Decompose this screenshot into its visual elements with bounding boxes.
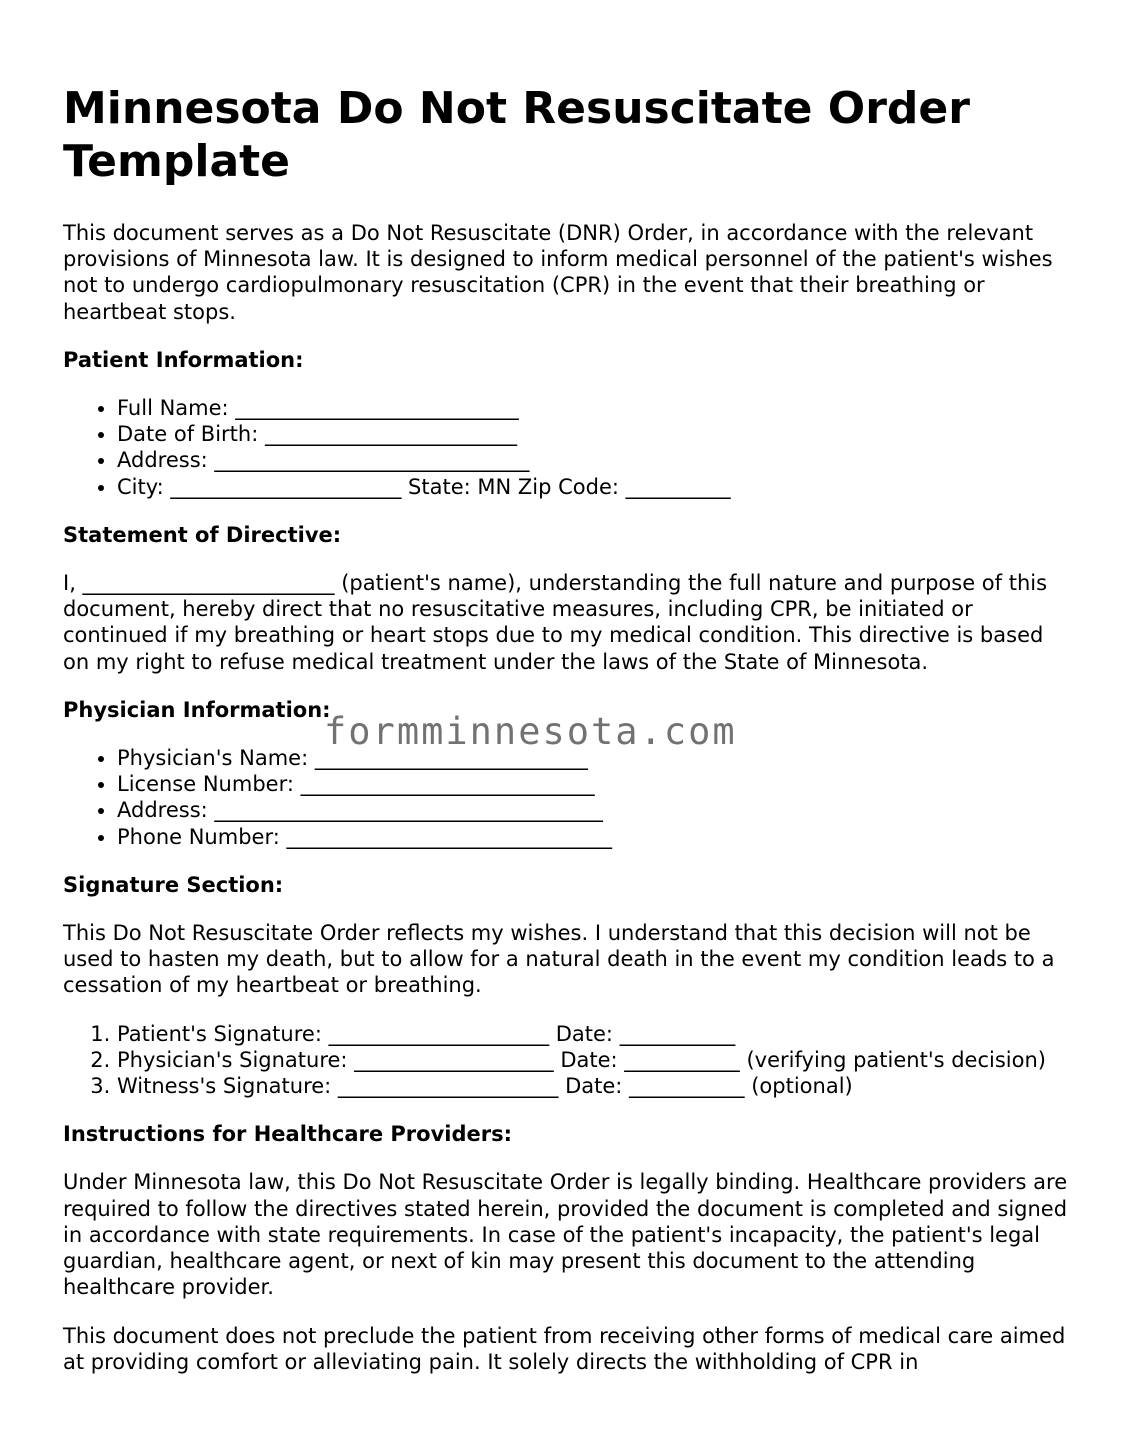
patient-full-name-field: • Full Name: ___________________________ [117, 395, 1073, 421]
physician-info-heading: Physician Information: [63, 697, 331, 722]
document-title: Minnesota Do Not Resuscitate Order Template [63, 83, 970, 187]
document-page [63, 82, 1073, 1397]
patient-info-list [63, 395, 1073, 500]
intro-paragraph: This document serves as a Do Not Resuscitate (DNR) Order, in accordance with the relevant provisions of Minnesota law. It is designed to inform medical personnel of the patient's wishes not to undergo cardiopulmonary resuscitation (CPR) in the event that their breathing or heartbeat stops. [63, 221, 1053, 324]
patient-signature-field: 1. Patient's Signature: _____________________ Date: ___________ [117, 1021, 1073, 1047]
directive-paragraph: I, ________________________ (patient's name), understanding the full nature and purpose of this document, hereby direct that no resuscitative measures, including CPR, be initiated or continued if my breathing or heart stops due to my medical condition. This directive is based on my right to refuse medical treatment under the laws of the State of Minnesota. [63, 571, 1048, 674]
patient-dob-field: • Date of Birth: ________________________ [117, 421, 1073, 447]
instructions-paragraph: Under Minnesota law, this Do Not Resuscitate Order is legally binding. Healthcare providers are required to follow the directives stated herein, provided the document is completed and signed in accordance with state requirements. In case of the patient's incapacity, the patient's legal guardian, healthcare agent, or next of kin may present this document to the attending healthcare provider. [63, 1170, 1068, 1300]
signature-heading: Signature Section: [63, 872, 284, 897]
instructions-paragraph-2: This document does not preclude the patient from receiving other forms of medical care aimed at providing comfort or alleviating pain. It solely directs the withholding of CPR in [63, 1323, 1066, 1374]
physician-address-field: • Address: _____________________________________ [117, 797, 1073, 823]
watermark-text: formminnesota.com [324, 710, 737, 753]
physician-info-list [63, 745, 1073, 850]
directive-heading: Statement of Directive: [63, 522, 342, 547]
signature-list [63, 1021, 1073, 1100]
signature-paragraph: This Do Not Resuscitate Order reflects my wishes. I understand that this decision will not be used to hasten my death, but to allow for a natural death in the event my condition leads to a cessation of my heartbeat or breathing. [63, 921, 1055, 998]
physician-signature-field: 2. Physician's Signature: ___________________ Date: ___________ (verifying patient's decision) [117, 1047, 1073, 1073]
physician-name-field: • Physician's Name: __________________________ [117, 745, 1073, 771]
patient-city-state-zip-field: • City: ______________________ State: MN Zip Code: __________ [117, 474, 1073, 500]
physician-license-field: • License Number: ____________________________ [117, 771, 1073, 797]
physician-phone-field: • Phone Number: _______________________________ [117, 824, 1073, 850]
patient-address-field: • Address: ______________________________ [117, 447, 1073, 473]
witness-signature-field: 3. Witness's Signature: _____________________ Date: ___________ (optional) [117, 1073, 1073, 1099]
instructions-heading: Instructions for Healthcare Providers: [63, 1122, 513, 1147]
patient-info-heading: Patient Information: [63, 347, 304, 372]
